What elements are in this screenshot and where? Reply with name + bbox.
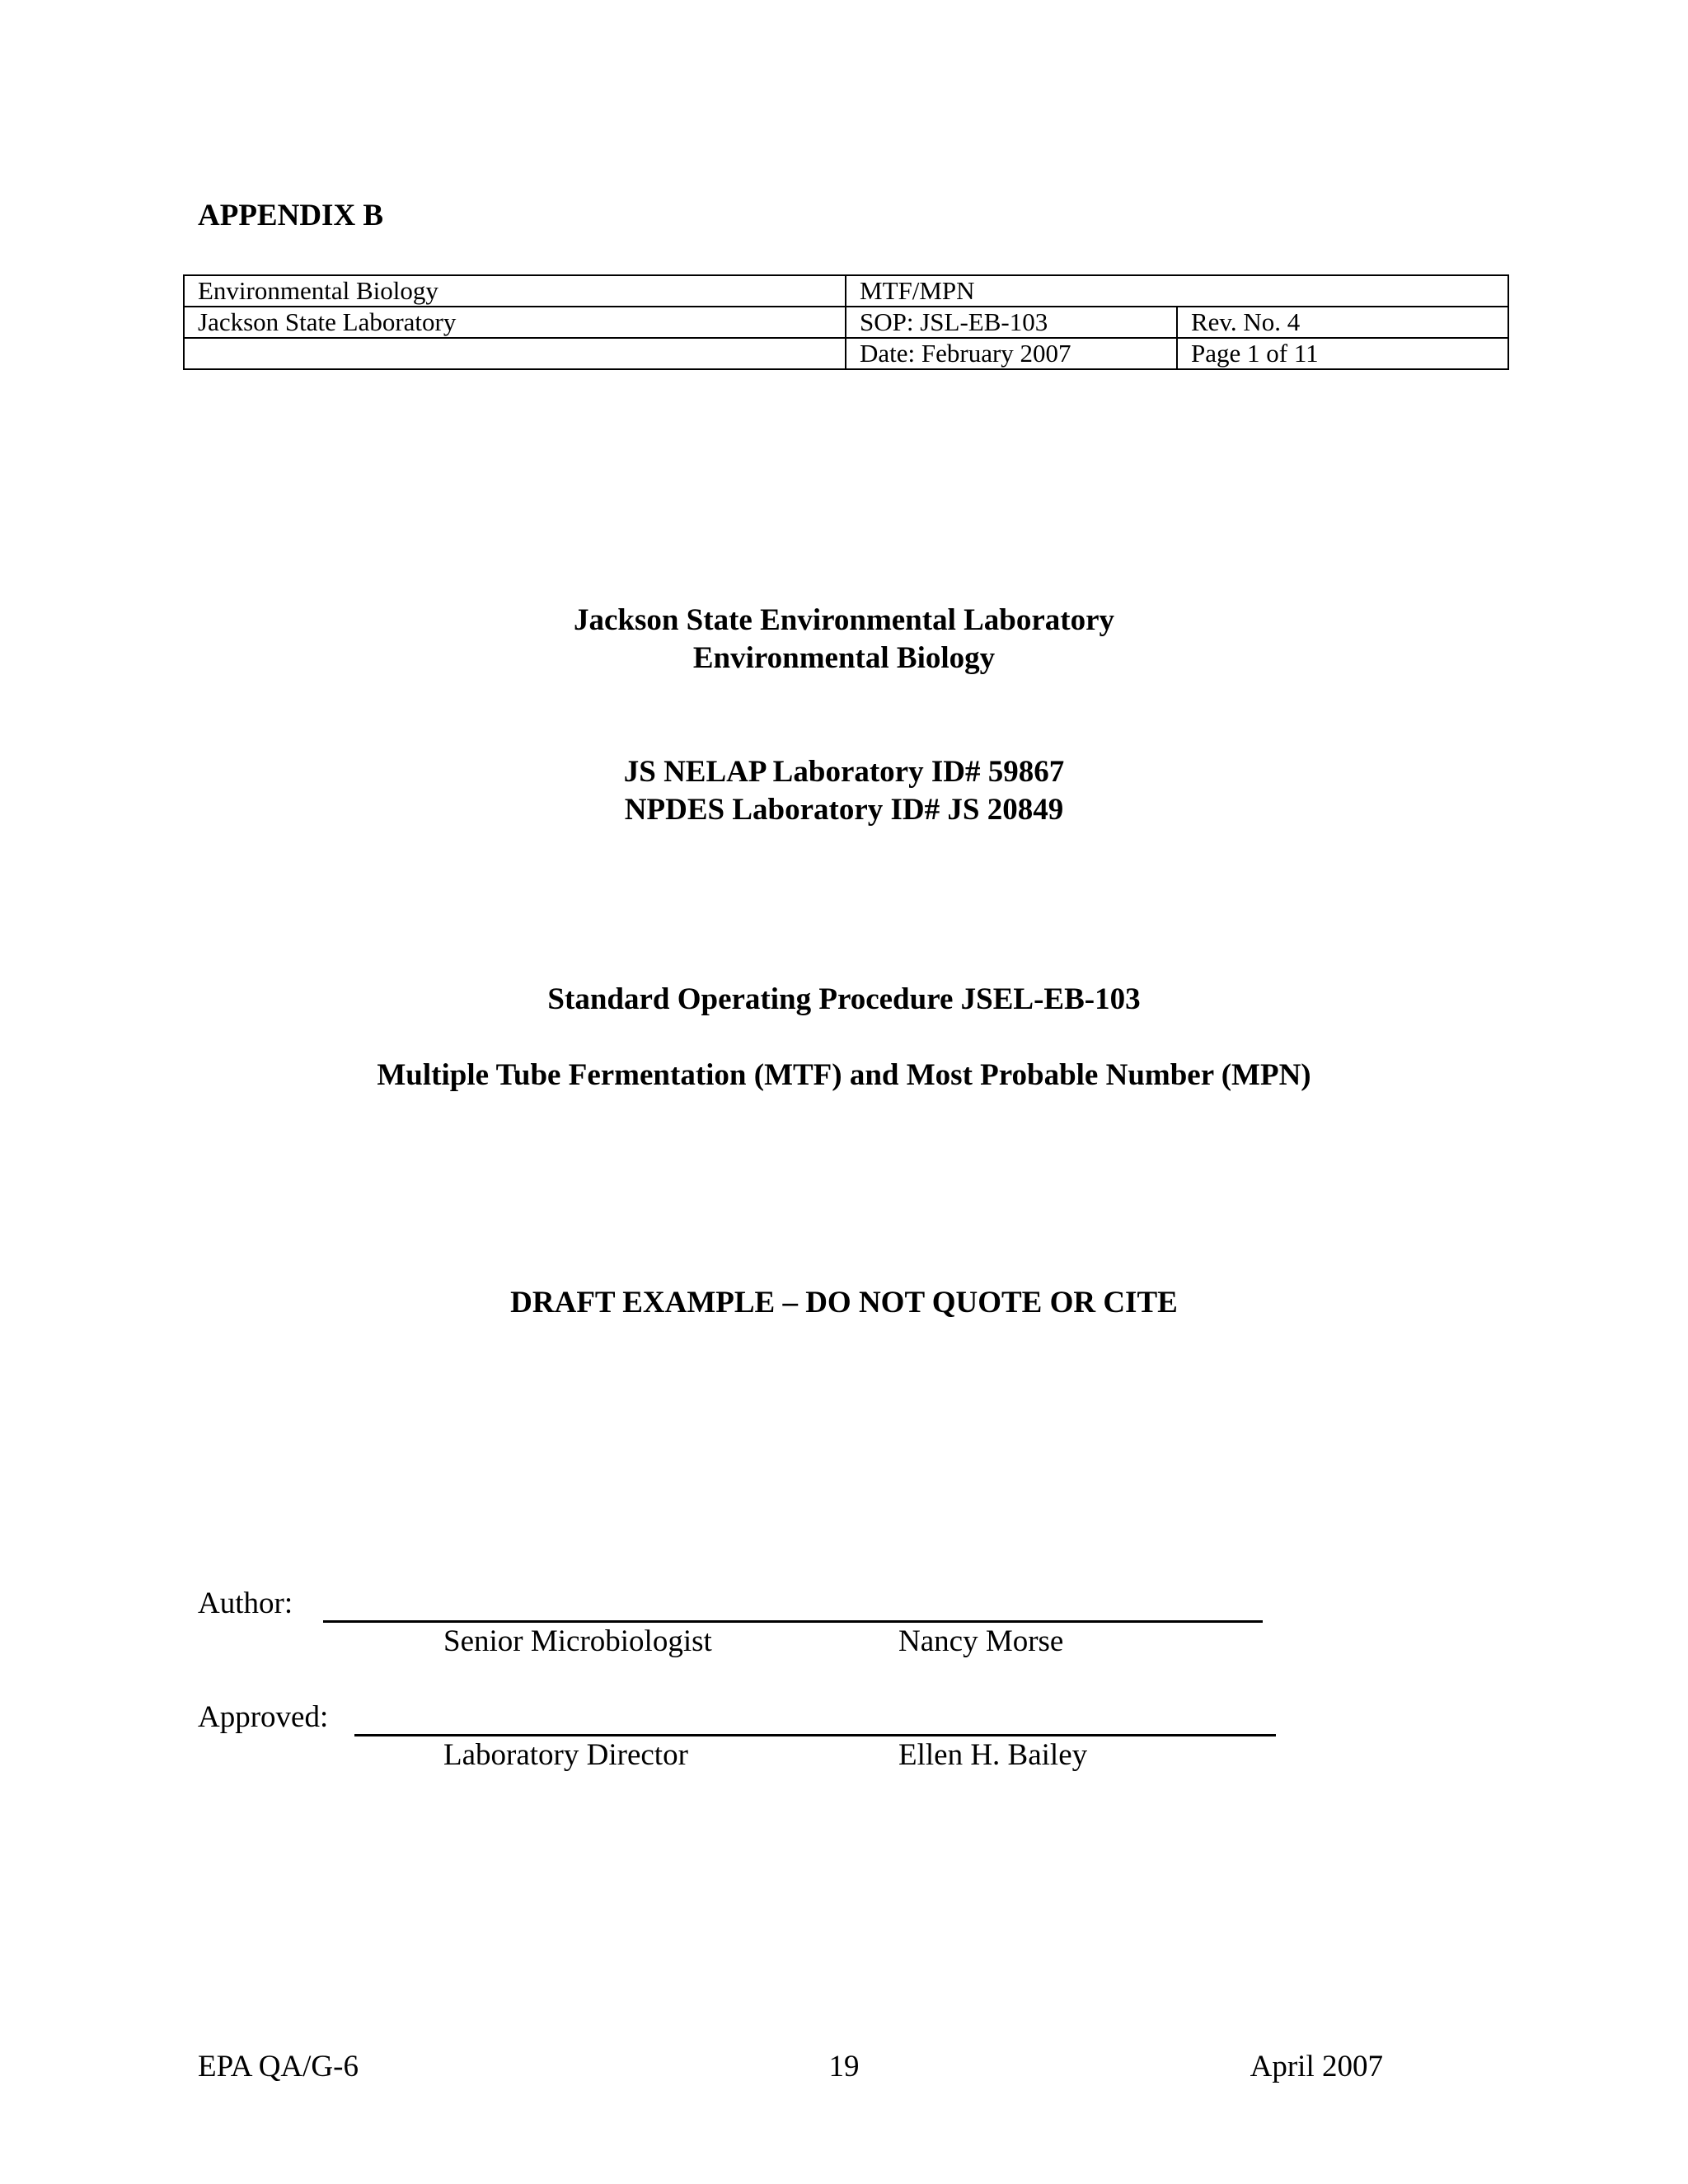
- table-cell-date: Date: February 2007: [846, 338, 1177, 369]
- title-block: [0, 602, 1688, 677]
- table-cell-laboratory: Jackson State Laboratory: [184, 307, 846, 338]
- table-cell-revision: Rev. No. 4: [1177, 307, 1508, 338]
- approved-signature-line: [354, 1734, 1276, 1736]
- table-cell-page: Page 1 of 11: [1177, 338, 1508, 369]
- author-label: Author:: [198, 1586, 293, 1620]
- approved-label: Approved:: [198, 1700, 329, 1734]
- draft-notice-text: DRAFT EXAMPLE – DO NOT QUOTE OR CITE: [510, 1286, 1178, 1319]
- table-cell-empty: [184, 338, 846, 369]
- footer-date: April 2007: [1250, 2050, 1383, 2083]
- author-name: Nancy Morse: [898, 1624, 1064, 1658]
- sop-title-text: Standard Operating Procedure JSEL-EB-103: [547, 982, 1141, 1016]
- approver-role: Laboratory Director: [443, 1738, 688, 1772]
- sop-subtitle: [0, 1057, 1688, 1094]
- sop-subtitle-text: Multiple Tube Fermentation (MTF) and Most Probable Number (MPN): [377, 1058, 1311, 1092]
- table-cell-sop-number: SOP: JSL-EB-103: [846, 307, 1177, 338]
- nelap-id: JS NELAP Laboratory ID# 59867: [623, 755, 1065, 789]
- table-cell-method: MTF/MPN: [846, 275, 1508, 307]
- id-block: [0, 753, 1688, 829]
- table-row: [184, 275, 1508, 307]
- lab-name: Jackson State Environmental Laboratory: [573, 603, 1115, 637]
- sop-header-table: [183, 274, 1509, 370]
- appendix-heading: APPENDIX B: [198, 199, 384, 232]
- approver-name: Ellen H. Bailey: [898, 1738, 1088, 1772]
- draft-notice: [0, 1284, 1688, 1322]
- sop-title: [0, 981, 1688, 1019]
- footer-document-id: EPA QA/G-6: [198, 2050, 359, 2083]
- footer-page-number: 19: [828, 2050, 860, 2083]
- npdes-id: NPDES Laboratory ID# JS 20849: [624, 793, 1064, 827]
- author-signature-line: [323, 1620, 1263, 1623]
- table-cell-department: Environmental Biology: [184, 275, 846, 307]
- author-role: Senior Microbiologist: [443, 1624, 712, 1658]
- table-row: [184, 338, 1508, 369]
- table-row: [184, 307, 1508, 338]
- department-name: Environmental Biology: [692, 641, 996, 675]
